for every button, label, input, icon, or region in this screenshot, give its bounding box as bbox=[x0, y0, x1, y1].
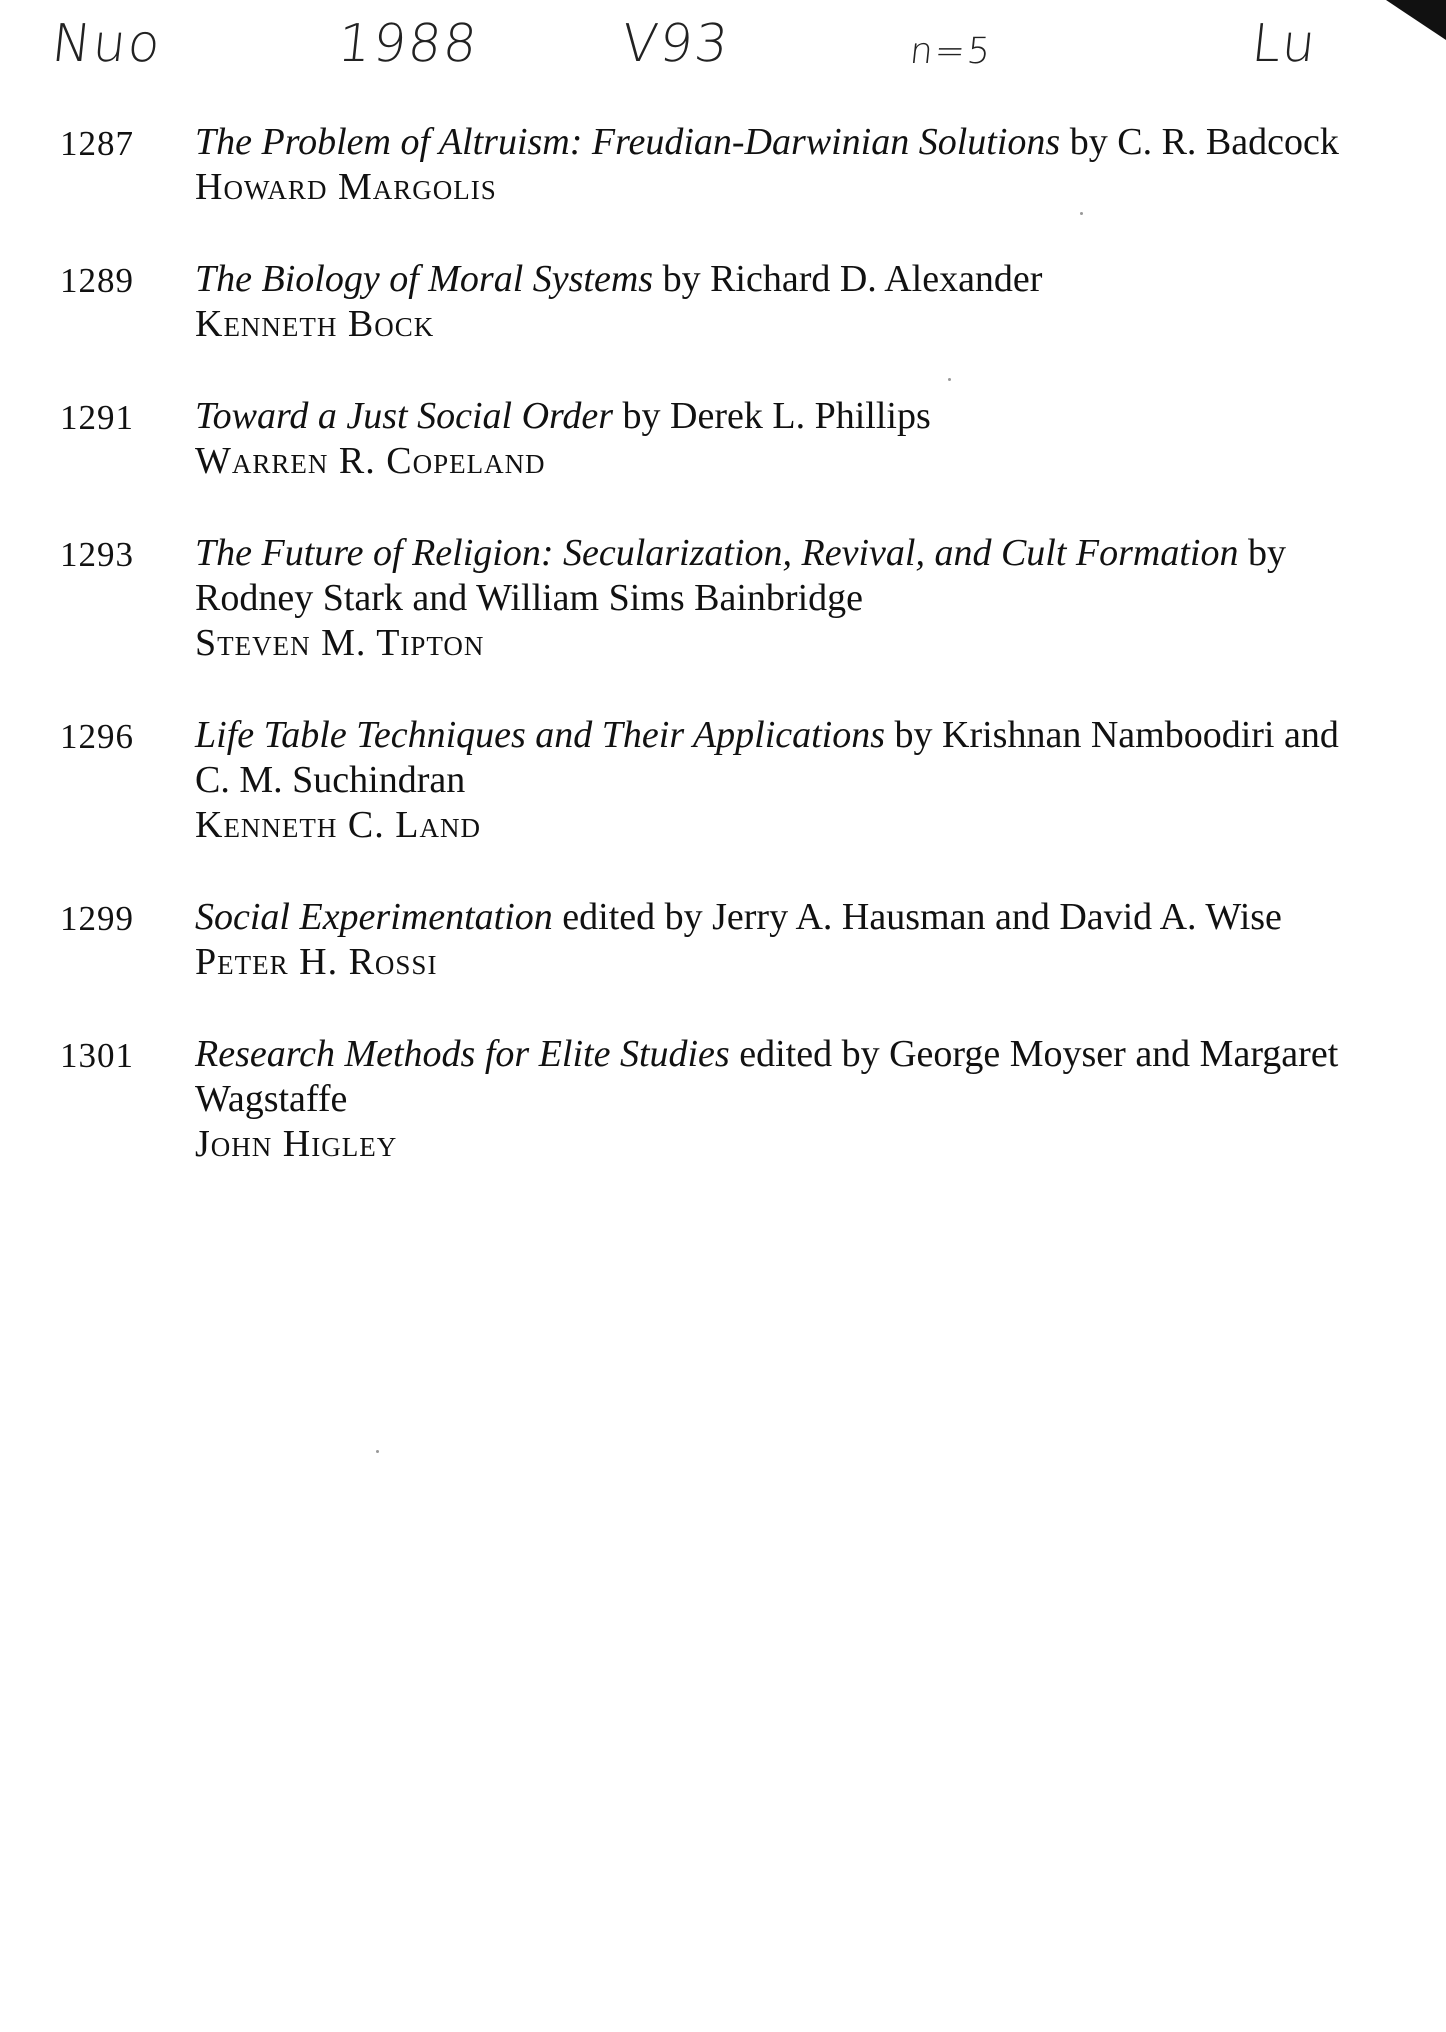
review-entry bbox=[60, 531, 1380, 666]
reviewer-name: Steven M. Tipton bbox=[195, 622, 485, 664]
entry-body bbox=[195, 531, 1380, 666]
review-entry bbox=[60, 713, 1380, 848]
reviewer-name: Kenneth C. Land bbox=[195, 804, 481, 846]
byline-prefix: by bbox=[894, 714, 933, 756]
entry-body bbox=[195, 394, 1380, 484]
scan-speck bbox=[376, 1450, 379, 1453]
book-authors: Derek L. Phillips bbox=[670, 395, 931, 437]
scan-speck bbox=[948, 378, 951, 381]
book-title: Research Methods for Elite Studies bbox=[195, 1033, 730, 1075]
entry-body bbox=[195, 1032, 1380, 1167]
book-title: Toward a Just Social Order bbox=[195, 395, 614, 437]
book-authors: C. R. Badcock bbox=[1117, 121, 1339, 163]
book-title: Life Table Techniques and Their Applications bbox=[195, 714, 886, 756]
review-entry bbox=[60, 895, 1380, 985]
page-number: 1301 bbox=[60, 1036, 134, 1075]
entry-body bbox=[195, 895, 1380, 985]
book-title: The Biology of Moral Systems bbox=[195, 258, 654, 300]
entry-body bbox=[195, 713, 1380, 848]
handwritten-note-1: Nuo bbox=[48, 14, 165, 74]
book-title: The Problem of Altruism: Freudian-Darwinian Solutions bbox=[195, 121, 1061, 163]
reviewer-name: Kenneth Bock bbox=[195, 303, 435, 345]
book-authors: Richard D. Alexander bbox=[710, 258, 1043, 300]
book-title: Social Experimentation bbox=[195, 896, 553, 938]
byline-prefix: by bbox=[1069, 121, 1108, 163]
byline-prefix: edited by bbox=[739, 1033, 880, 1075]
handwritten-note-2: 1988 bbox=[334, 14, 482, 74]
handwritten-annotations bbox=[0, 14, 1446, 128]
book-review-list bbox=[60, 120, 1380, 1214]
reviewer-name: Warren R. Copeland bbox=[195, 440, 546, 482]
review-entry bbox=[60, 1032, 1380, 1167]
page-number: 1291 bbox=[60, 398, 134, 437]
page-number: 1293 bbox=[60, 535, 134, 574]
book-authors: Rodney Stark and William Sims Bainbridge bbox=[195, 577, 863, 619]
byline-prefix: by bbox=[662, 258, 701, 300]
book-title: The Future of Religion: Secularization, Revival, and Cult Formation bbox=[195, 532, 1239, 574]
page-number: 1299 bbox=[60, 899, 134, 938]
handwritten-note-4: n=5 bbox=[907, 31, 995, 72]
byline-prefix: by bbox=[1247, 532, 1286, 574]
review-entry bbox=[60, 394, 1380, 484]
byline-prefix: edited by bbox=[562, 896, 703, 938]
byline-prefix: by bbox=[622, 395, 661, 437]
review-entry bbox=[60, 120, 1380, 210]
page-number: 1296 bbox=[60, 717, 134, 756]
page-number: 1287 bbox=[60, 124, 134, 163]
review-entry bbox=[60, 257, 1380, 347]
reviewer-name: Howard Margolis bbox=[195, 166, 497, 208]
scan-speck bbox=[1080, 212, 1083, 215]
handwritten-note-3: V93 bbox=[618, 14, 733, 74]
reviewer-name: John Higley bbox=[195, 1123, 398, 1165]
entry-body bbox=[195, 257, 1380, 347]
entry-body bbox=[195, 120, 1380, 210]
handwritten-note-5: Lu bbox=[1248, 14, 1321, 74]
page-number: 1289 bbox=[60, 261, 134, 300]
book-authors: Jerry A. Hausman and David A. Wise bbox=[712, 896, 1282, 938]
book-authors: Krishnan Namboodiri and C. M. Suchindran bbox=[195, 714, 1339, 801]
reviewer-name: Peter H. Rossi bbox=[195, 941, 438, 983]
book-authors: George Moyser and Margaret Wagstaffe bbox=[195, 1033, 1339, 1120]
